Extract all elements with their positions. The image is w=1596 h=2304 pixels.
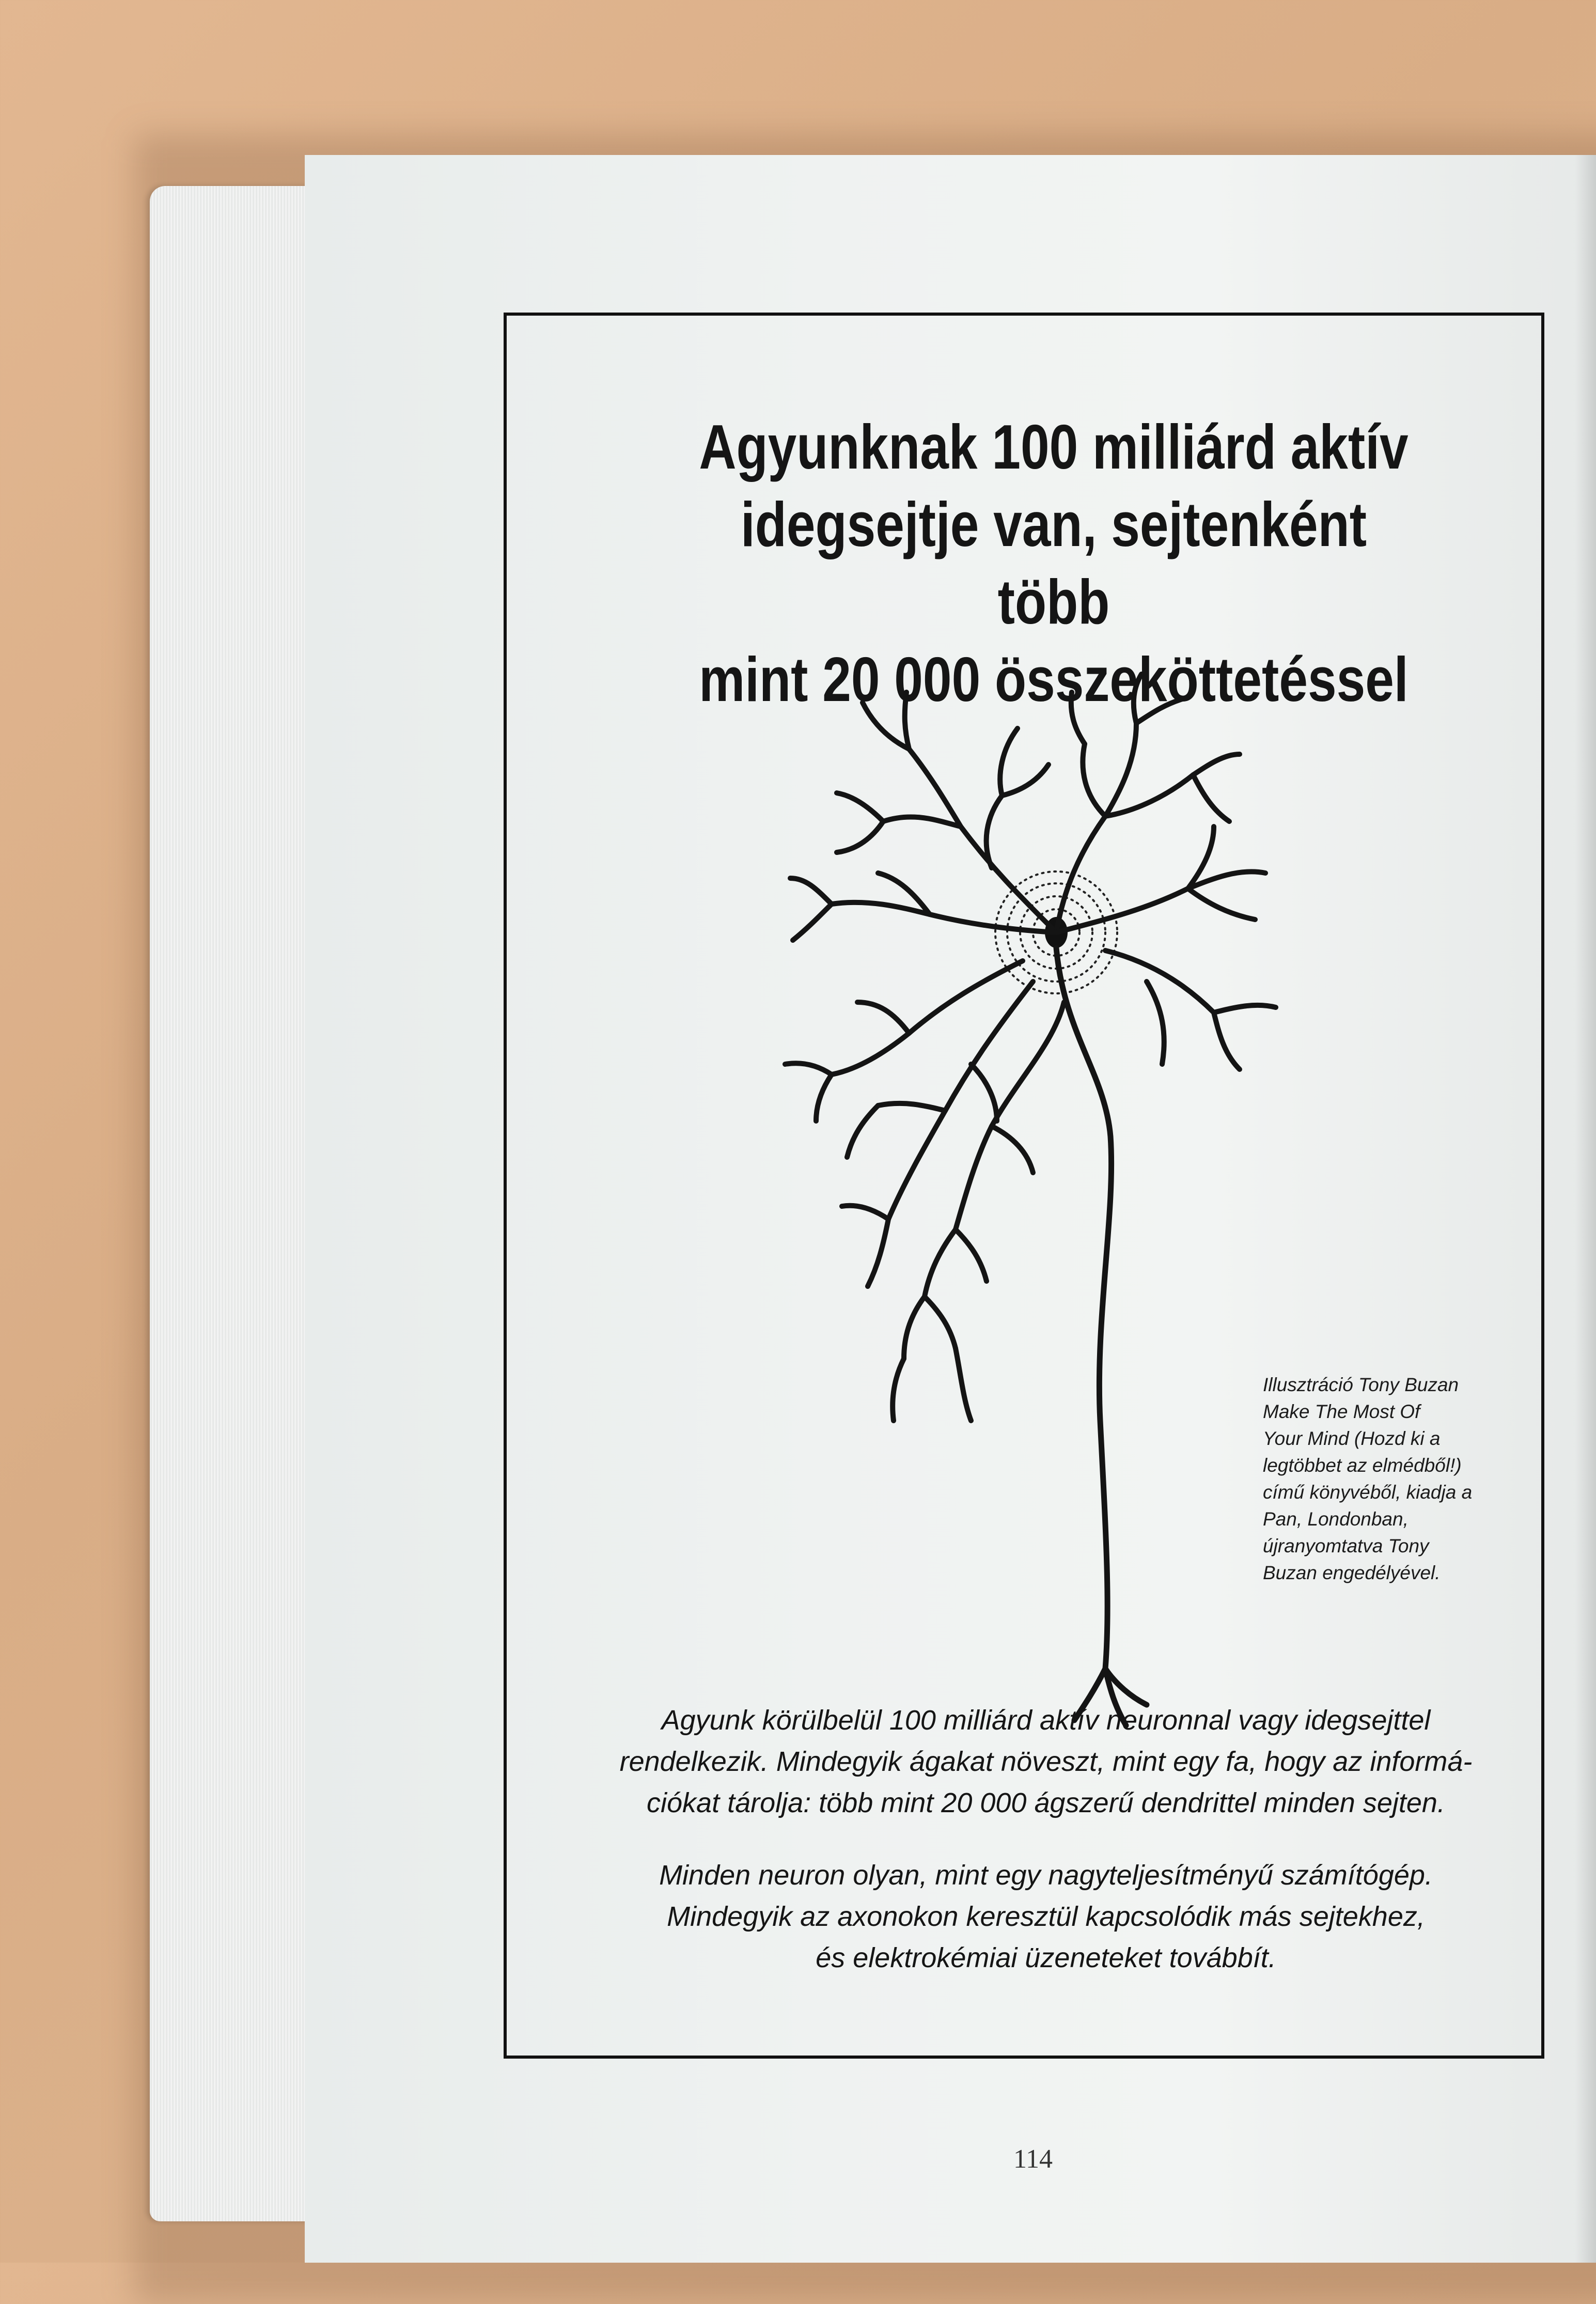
- credit-line: Your Mind (Hozd ki a: [1263, 1428, 1441, 1449]
- page-gutter: [1575, 155, 1596, 2263]
- credit-line: Make The Most Of: [1263, 1401, 1420, 1422]
- neuron-illustration: [775, 672, 1317, 1731]
- caption-line: ciókat tárolja: több mint 20 000 ágszerű dendrittel minden sejten.: [647, 1787, 1445, 1818]
- caption-line: Agyunk körülbelül 100 milliárd aktív neuronnal vagy idegsejttel: [661, 1705, 1431, 1736]
- credit-line: Illusztráció Tony Buzan: [1263, 1374, 1459, 1395]
- credit-line: című könyvéből, kiadja a: [1263, 1482, 1473, 1503]
- dendrites: [785, 674, 1276, 1421]
- page-edges: [150, 186, 325, 2221]
- heading-line: Agyunknak 100 milliárd aktív: [699, 412, 1409, 482]
- heading-line: idegsejtje van, sejtenként több: [740, 489, 1367, 637]
- credit-line: Buzan engedélyével.: [1263, 1562, 1441, 1583]
- caption-line: Minden neuron olyan, mint egy nagyteljesítményű számítógép.: [659, 1860, 1433, 1891]
- heading-line: mint 20 000 összeköttetéssel: [699, 644, 1409, 714]
- caption-paragraph-1: [573, 1700, 1519, 1824]
- illustration-credit: [1263, 1372, 1500, 1586]
- caption-line: és elektrokémiai üzeneteket továbbít.: [816, 1942, 1276, 1973]
- caption-paragraph-2: [573, 1855, 1519, 1979]
- page-number: 114: [1013, 2144, 1053, 2174]
- caption-line: rendelkezik. Mindegyik ágakat növeszt, mint egy fa, hogy az informá-: [619, 1746, 1473, 1777]
- credit-line: újranyomtatva Tony: [1263, 1535, 1429, 1556]
- credit-line: legtöbbet az elmédből!): [1263, 1455, 1462, 1476]
- credit-line: Pan, Londonban,: [1263, 1508, 1409, 1530]
- axon: [1056, 948, 1147, 1725]
- caption-line: Mindegyik az axonokon keresztül kapcsolódik más sejtekhez,: [667, 1901, 1425, 1932]
